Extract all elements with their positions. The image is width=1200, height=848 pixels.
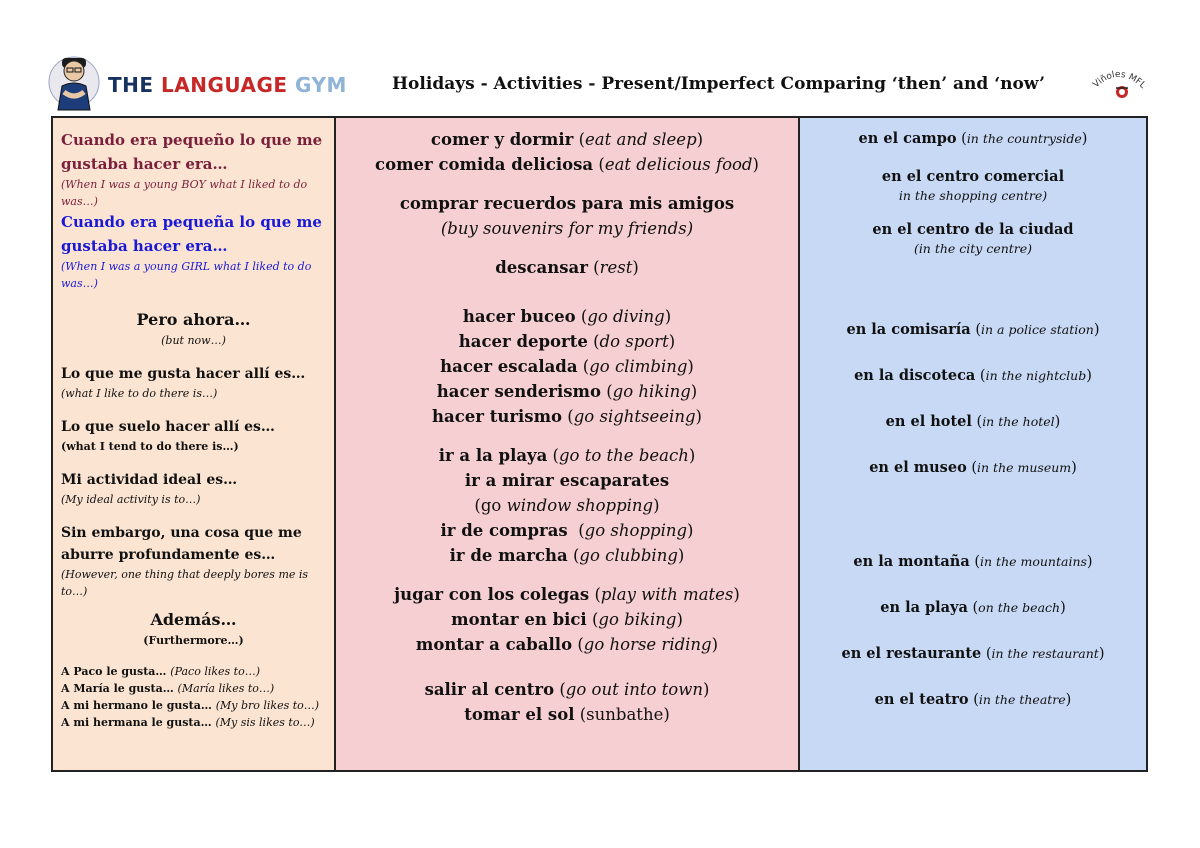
ideal-opener: Mi actividad ideal es… xyxy=(61,472,238,488)
activity-item: montar en bici (go biking) xyxy=(451,610,683,629)
likes-item: A mi hermana le gusta… (My sis likes to…) xyxy=(61,716,315,729)
gusta-opener: Lo que me gusta hacer allí es… xyxy=(61,366,306,382)
activity-item: salir al centro (go out into town) xyxy=(424,680,710,699)
vinoles-mfl-logo xyxy=(1090,58,1150,106)
activity-item: ir a mirar escaparates xyxy=(464,471,670,490)
activity-item: hacer escalada (go climbing) xyxy=(440,357,694,376)
ademas-translation: (Furthermore…) xyxy=(143,634,244,647)
boy-opener: Cuando era pequeño lo que me gustaba hacer era… xyxy=(61,131,323,173)
place-translation: in the shopping centre) xyxy=(898,188,1048,203)
gusta-opener-translation: (what I like to do there is…) xyxy=(61,387,218,400)
activity-item: jugar con los colegas (play with mates) xyxy=(394,585,740,604)
language-gym-logo: THE LANGUAGE GYM xyxy=(108,73,347,97)
activity-item: ir a la playa (go to the beach) xyxy=(438,446,696,465)
likes-item: A María le gusta… (María likes to…) xyxy=(61,682,275,695)
activity-item: comprar recuerdos para mis amigos xyxy=(399,194,735,213)
place-item: en la comisaría (in a police station) xyxy=(846,321,1100,338)
place-item: en la playa (on the beach) xyxy=(880,599,1066,616)
activity-item: ir de compras (go shopping) xyxy=(440,521,694,540)
place-translation: (in the city centre) xyxy=(913,241,1033,256)
page-title: Holidays - Activities - Present/Imperfect Comparing ‘then’ and ‘now’ xyxy=(392,74,1046,94)
activity-translation: (go window shopping) xyxy=(474,496,660,515)
sin-embargo-translation: (However, one thing that deeply bores me is to…) xyxy=(61,568,309,598)
places-column xyxy=(800,118,1146,770)
suelo-opener: Lo que suelo hacer allí es… xyxy=(61,419,275,435)
sin-embargo-opener: Sin embargo, una cosa que me aburre profundamente es… xyxy=(61,525,302,563)
place-item: en la montaña (in the mountains) xyxy=(853,553,1093,570)
pero-ahora: Pero ahora… xyxy=(136,310,251,329)
suelo-opener-translation: (what I tend to do there is…) xyxy=(61,440,239,453)
svg-text:Viñoles MFL: Viñoles MFL xyxy=(1091,69,1148,91)
activity-item: hacer senderismo (go hiking) xyxy=(436,382,698,401)
activity-item: ir de marcha (go clubbing) xyxy=(449,546,685,565)
activity-item: hacer buceo (go diving) xyxy=(462,307,672,326)
activity-translation: (buy souvenirs for my friends) xyxy=(440,219,694,238)
place-item: en la discoteca (in the nightclub) xyxy=(854,367,1092,384)
boy-opener-translation: (When I was a young BOY what I liked to do was…) xyxy=(61,178,308,208)
place-item: en el centro de la ciudad xyxy=(872,221,1074,238)
ideal-opener-translation: (My ideal activity is to…) xyxy=(61,493,201,506)
activity-item: descansar (rest) xyxy=(495,258,639,277)
place-item: en el museo (in the museum) xyxy=(869,459,1077,476)
place-item: en el campo (in the countryside) xyxy=(858,130,1088,147)
activity-item: hacer turismo (go sightseeing) xyxy=(432,407,702,426)
pero-ahora-translation: (but now…) xyxy=(161,334,226,347)
girl-opener-translation: (When I was a young GIRL what I liked to do was…) xyxy=(61,260,312,290)
openers-column xyxy=(53,118,336,770)
likes-item: A mi hermano le gusta… (My bro likes to…) xyxy=(61,699,320,712)
vocabulary-table xyxy=(51,116,1148,772)
activities-column xyxy=(336,118,800,770)
activity-item: tomar el sol (sunbathe) xyxy=(464,705,670,724)
girl-opener: Cuando era pequeña lo que me gustaba hacer era… xyxy=(61,213,322,255)
activity-item: hacer deporte (do sport) xyxy=(458,332,676,351)
activity-item: montar a caballo (go horse riding) xyxy=(415,635,719,654)
place-item: en el restaurante (in the restaurant) xyxy=(841,645,1105,662)
gym-mascot-icon xyxy=(48,52,100,112)
activity-item: comer comida deliciosa (eat delicious food) xyxy=(375,155,759,174)
place-item: en el centro comercial xyxy=(881,168,1065,185)
header xyxy=(0,0,1200,115)
ademas: Además… xyxy=(150,610,237,629)
place-item: en el teatro (in the theatre) xyxy=(874,691,1072,708)
likes-item: A Paco le gusta… (Paco likes to…) xyxy=(61,665,261,678)
activity-item: comer y dormir (eat and sleep) xyxy=(430,130,704,149)
place-item: en el hotel (in the hotel) xyxy=(885,413,1061,430)
